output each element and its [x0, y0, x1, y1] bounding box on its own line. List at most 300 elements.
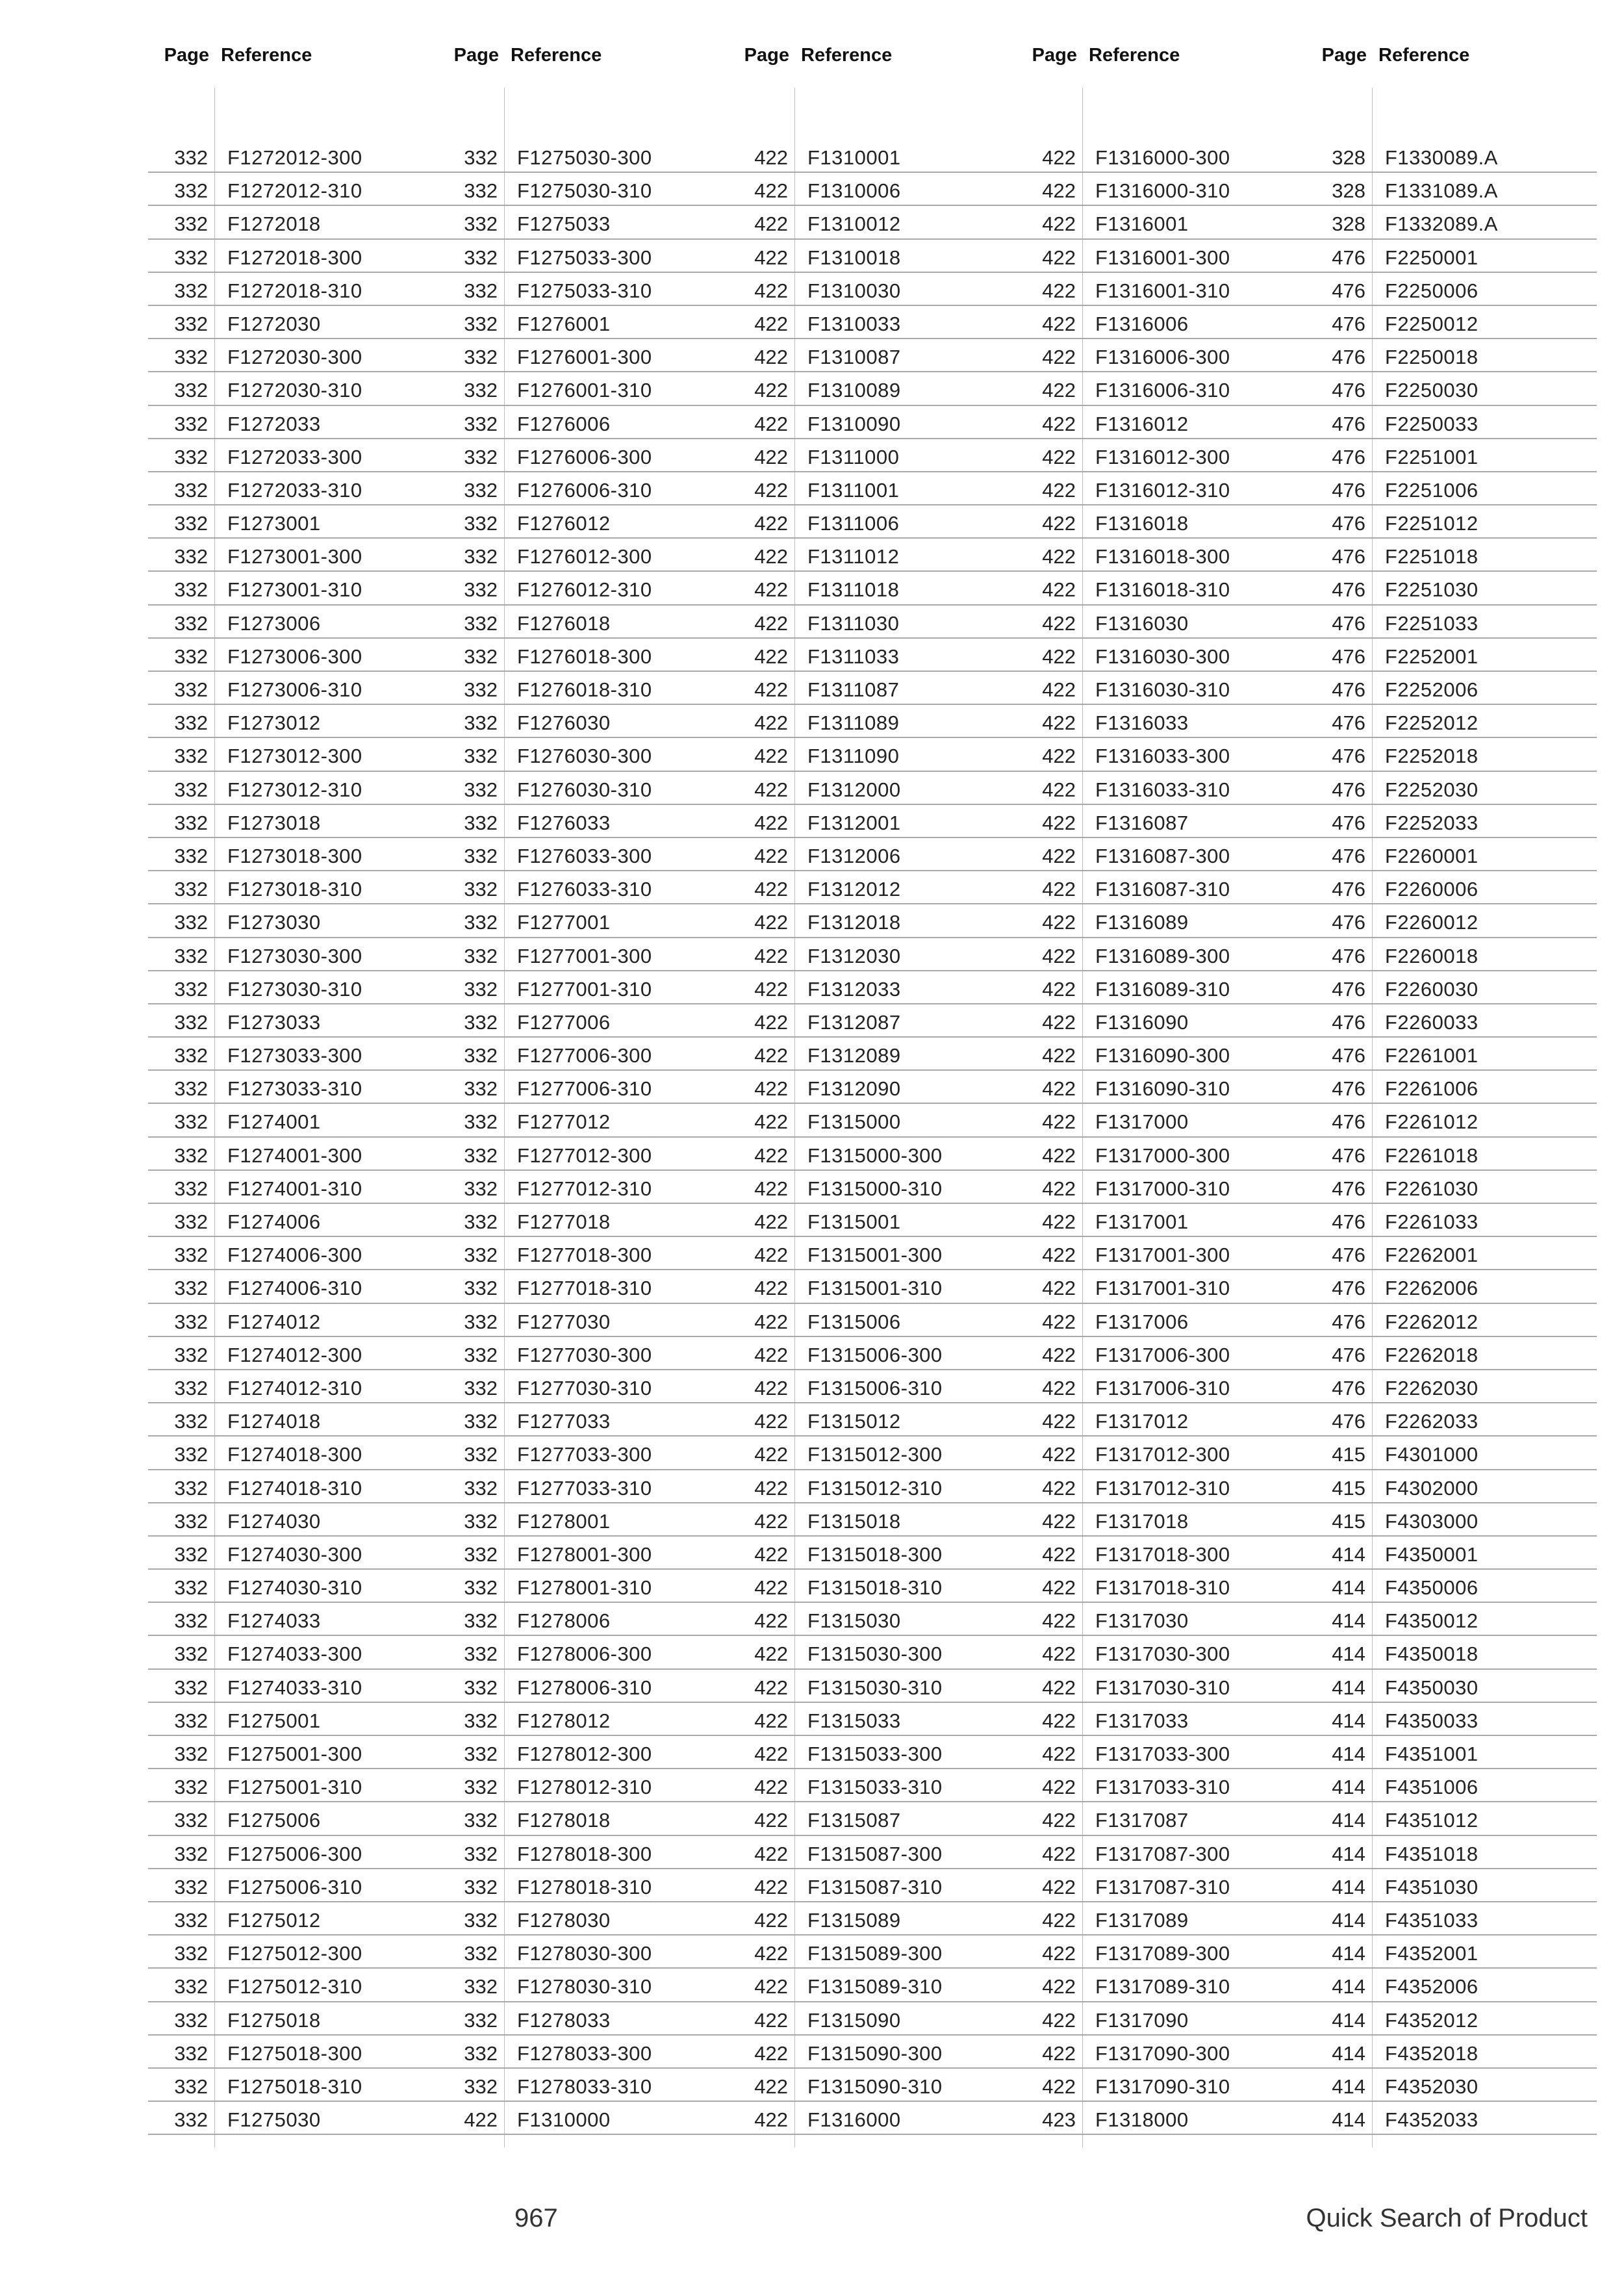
page-cell: 332 — [174, 1676, 208, 1699]
table-row — [1307, 1337, 1597, 1370]
page-cell: 332 — [464, 1542, 498, 1566]
table-row — [728, 1636, 1017, 1669]
page-cell: 332 — [464, 1443, 498, 1466]
page-cell: 332 — [464, 1310, 498, 1333]
page-cell: 415 — [1332, 1509, 1365, 1533]
reference-cell: F1274012 — [227, 1310, 321, 1333]
table-row — [1017, 240, 1307, 273]
reference-cell: F1272030-310 — [227, 379, 362, 402]
page-cell: 328 — [1332, 212, 1365, 236]
page-cell: 422 — [1042, 346, 1076, 369]
reference-cell: F1316087-310 — [1095, 878, 1230, 901]
table-row — [1307, 505, 1597, 539]
reference-cell: F2251001 — [1385, 445, 1478, 468]
reference-cell: F1278006-300 — [517, 1642, 652, 1666]
page-cell: 332 — [174, 2008, 208, 2032]
table-row — [438, 772, 728, 805]
table-row — [1307, 1670, 1597, 1703]
reference-cell: F1310012 — [807, 212, 901, 236]
table-row — [438, 439, 728, 472]
page-cell: 414 — [1332, 1609, 1365, 1633]
page-cell: 332 — [464, 412, 498, 435]
page-number: 967 — [514, 2204, 558, 2232]
row-list — [728, 140, 1017, 2135]
page-cell: 422 — [754, 1010, 788, 1034]
table-row — [438, 140, 728, 173]
table-row — [728, 306, 1017, 339]
table-row — [728, 772, 1017, 805]
table-row — [148, 1370, 438, 1403]
table-row — [1307, 705, 1597, 738]
page-cell: 422 — [754, 1376, 788, 1399]
page-cell: 422 — [1042, 1343, 1076, 1366]
table-row — [148, 240, 438, 273]
reference-cell: F1278018-300 — [517, 1842, 652, 1865]
page-cell: 332 — [174, 977, 208, 1001]
page-cell: 422 — [754, 1476, 788, 1500]
page-cell: 422 — [1042, 2041, 1076, 2065]
table-row — [438, 838, 728, 871]
reference-cell: F1274001-310 — [227, 1177, 362, 1200]
table-row — [728, 639, 1017, 672]
page-cell: 422 — [754, 1875, 788, 1898]
reference-cell: F1275018-310 — [227, 2075, 362, 2098]
reference-cell: F1311000 — [807, 445, 900, 468]
table-row — [148, 1769, 438, 1802]
table-row — [1307, 1802, 1597, 1835]
page-cell: 328 — [1332, 146, 1365, 169]
page-cell: 422 — [1042, 146, 1076, 169]
table-row — [1017, 372, 1307, 405]
page-cell: 422 — [1042, 844, 1076, 867]
page-cell: 422 — [754, 678, 788, 701]
table-row — [438, 1935, 728, 1969]
page-cell: 476 — [1332, 711, 1365, 735]
reference-cell: F1317089-300 — [1095, 1942, 1230, 1965]
table-row — [148, 505, 438, 539]
reference-cell: F2250006 — [1385, 279, 1478, 302]
reference-cell: F1311018 — [807, 578, 900, 602]
reference-cell: F1315000 — [807, 1110, 901, 1134]
page-cell: 422 — [754, 1609, 788, 1633]
reference-cell: F1277012 — [517, 1110, 611, 1134]
table-row — [1017, 1104, 1307, 1137]
reference-cell: F1317090 — [1095, 2008, 1189, 2032]
reference-cell: F1273012-310 — [227, 778, 362, 801]
table-row — [1017, 705, 1307, 738]
page-cell: 422 — [754, 2108, 788, 2132]
page-cell: 422 — [1042, 778, 1076, 801]
table-row — [1307, 838, 1597, 871]
reference-cell: F1312012 — [807, 878, 901, 901]
page-cell: 332 — [174, 1908, 208, 1932]
page-cell: 332 — [464, 1676, 498, 1699]
page-cell: 476 — [1332, 911, 1365, 934]
page-cell: 414 — [1332, 1942, 1365, 1965]
page-cell: 422 — [1042, 1010, 1076, 1034]
table-row — [1017, 273, 1307, 306]
page-cell: 422 — [1042, 1908, 1076, 1932]
reference-cell: F1316033 — [1095, 711, 1189, 735]
table-row — [148, 2102, 438, 2135]
page-cell: 422 — [1042, 1576, 1076, 1600]
reference-cell: F2251018 — [1385, 545, 1478, 568]
table-row — [148, 1004, 438, 1038]
reference-cell: F2250030 — [1385, 379, 1478, 402]
page-cell: 422 — [754, 645, 788, 668]
reference-cell: F1317001-300 — [1095, 1244, 1230, 1267]
page-cell: 332 — [464, 1875, 498, 1898]
reference-cell: F4303000 — [1385, 1509, 1478, 1533]
page-cell: 332 — [464, 1143, 498, 1167]
reference-cell: F1316090-310 — [1095, 1077, 1230, 1101]
table-row — [148, 173, 438, 206]
reference-cell: F1316012-310 — [1095, 478, 1230, 502]
page-cell: 332 — [174, 1476, 208, 1500]
table-row — [728, 938, 1017, 971]
table-row — [1017, 472, 1307, 505]
table-row — [438, 306, 728, 339]
page-cell: 422 — [754, 1743, 788, 1765]
reference-cell: F1315089-310 — [807, 1975, 943, 1999]
page-cell: 332 — [464, 1908, 498, 1932]
reference-cell: F1316089-310 — [1095, 977, 1230, 1001]
table-row — [148, 140, 438, 173]
reference-cell: F1315018-310 — [807, 1576, 943, 1600]
page-cell: 422 — [1042, 1410, 1076, 1433]
reference-cell: F1272012-300 — [227, 146, 362, 169]
table-row — [438, 1969, 728, 2002]
reference-cell: F1316001-300 — [1095, 246, 1230, 269]
reference-cell: F4351012 — [1385, 1809, 1478, 1832]
reference-cell: F1275030 — [227, 2108, 321, 2132]
reference-cell: F1310000 — [517, 2108, 611, 2132]
page-cell: 476 — [1332, 977, 1365, 1001]
reference-cell: F1276001-300 — [517, 346, 652, 369]
reference-cell: F1315087-310 — [807, 1875, 943, 1898]
table-row — [1307, 273, 1597, 306]
table-row — [148, 971, 438, 1004]
page-cell: 422 — [754, 1942, 788, 1965]
page-cell: 422 — [1042, 1376, 1076, 1399]
table-row — [728, 1470, 1017, 1503]
table-row — [1307, 472, 1597, 505]
reference-cell: F1278012 — [517, 1709, 611, 1732]
table-row — [148, 1071, 438, 1104]
table-row — [438, 971, 728, 1004]
page-cell: 422 — [754, 2075, 788, 2098]
table-row — [438, 1802, 728, 1835]
reference-cell: F2251006 — [1385, 478, 1478, 502]
table-row — [1307, 306, 1597, 339]
page-cell: 414 — [1332, 1542, 1365, 1566]
table-row — [1307, 1570, 1597, 1603]
reference-cell: F1316006 — [1095, 312, 1189, 335]
page-cell: 422 — [1042, 1542, 1076, 1566]
reference-cell: F1315087-300 — [807, 1842, 943, 1865]
table-row — [728, 971, 1017, 1004]
page-cell: 422 — [754, 2041, 788, 2065]
table-row — [148, 772, 438, 805]
page-cell: 332 — [174, 1875, 208, 1898]
table-row — [1307, 1836, 1597, 1869]
page-cell: 332 — [464, 545, 498, 568]
page-cell: 422 — [1042, 445, 1076, 468]
table-row — [1307, 1437, 1597, 1470]
reference-cell: F1274001 — [227, 1110, 321, 1134]
page-cell: 332 — [464, 1809, 498, 1832]
table-row — [1017, 772, 1307, 805]
reference-cell: F1277033-310 — [517, 1476, 652, 1500]
page-cell: 423 — [1042, 2108, 1076, 2132]
page-cell: 414 — [1332, 1908, 1365, 1932]
reference-cell: F1315000-310 — [807, 1177, 943, 1200]
reference-cell: F1311090 — [807, 745, 900, 768]
table-row — [728, 1969, 1017, 2002]
reference-cell: F2260012 — [1385, 911, 1478, 934]
page-cell: 476 — [1332, 379, 1365, 402]
reference-cell: F1278001-300 — [517, 1542, 652, 1566]
row-list — [1307, 140, 1597, 2135]
table-row — [1307, 1237, 1597, 1270]
table-row — [1017, 838, 1307, 871]
table-row — [1307, 572, 1597, 605]
page-cell: 422 — [1042, 1942, 1076, 1965]
reference-cell: F1315012-300 — [807, 1443, 943, 1466]
table-row — [728, 1703, 1017, 1736]
reference-cell: F1277001-300 — [517, 944, 652, 967]
table-row — [148, 639, 438, 672]
reference-cell: F1276033-310 — [517, 878, 652, 901]
table-row — [148, 1237, 438, 1270]
reference-cell: F4352001 — [1385, 1942, 1478, 1965]
reference-cell: F1317033 — [1095, 1709, 1189, 1732]
reference-cell: F1317000-300 — [1095, 1143, 1230, 1167]
table-row — [728, 1736, 1017, 1769]
reference-cell: F1317000 — [1095, 1110, 1189, 1134]
table-row — [1017, 738, 1307, 771]
table-row — [438, 1204, 728, 1237]
reference-cell: F1275006-310 — [227, 1875, 362, 1898]
table-row — [1307, 2069, 1597, 2102]
page-cell: 422 — [1042, 1842, 1076, 1865]
table-row — [1017, 1204, 1307, 1237]
page-cell: 422 — [754, 578, 788, 602]
reference-cell: F1315090 — [807, 2008, 901, 2032]
reference-cell: F1312087 — [807, 1010, 901, 1034]
reference-cell: F2262033 — [1385, 1410, 1478, 1433]
reference-cell: F1272033-300 — [227, 445, 362, 468]
page-cell: 476 — [1332, 745, 1365, 768]
table-row — [148, 1437, 438, 1470]
table-row — [148, 1403, 438, 1437]
table-row — [148, 1603, 438, 1636]
page-cell: 476 — [1332, 1343, 1365, 1366]
page-cell: 476 — [1332, 944, 1365, 967]
table-row — [148, 738, 438, 771]
table-row — [728, 2002, 1017, 2036]
page-cell: 422 — [1042, 545, 1076, 568]
table-row — [1307, 1537, 1597, 1570]
table-row — [438, 1503, 728, 1537]
table-row — [1307, 439, 1597, 472]
table-row — [1307, 1038, 1597, 1071]
reference-cell: F2261018 — [1385, 1143, 1478, 1167]
reference-cell: F4302000 — [1385, 1476, 1478, 1500]
table-row — [148, 1736, 438, 1769]
reference-cell: F1274001-300 — [227, 1143, 362, 1167]
reference-cell: F1272012-310 — [227, 179, 362, 203]
reference-cell: F4351030 — [1385, 1875, 1478, 1898]
reference-cell: F1277033-300 — [517, 1443, 652, 1466]
table-row — [1017, 971, 1307, 1004]
reference-cell: F1273030-310 — [227, 977, 362, 1001]
page-cell: 414 — [1332, 1975, 1365, 1999]
table-row — [438, 206, 728, 239]
page-cell: 332 — [174, 1942, 208, 1965]
table-row — [438, 572, 728, 605]
reference-cell: F1317000-310 — [1095, 1177, 1230, 1200]
page-cell: 332 — [464, 312, 498, 335]
page-cell: 332 — [464, 1975, 498, 1999]
page-column-header: Page — [744, 45, 789, 66]
table-row — [148, 206, 438, 239]
reference-cell: F2252001 — [1385, 645, 1478, 668]
table-row — [728, 1204, 1017, 1237]
table-row — [148, 2069, 438, 2102]
table-row — [1017, 140, 1307, 173]
reference-cell: F2251030 — [1385, 578, 1478, 602]
table-row — [1307, 772, 1597, 805]
page-cell: 332 — [464, 1476, 498, 1500]
reference-cell: F1316033-300 — [1095, 745, 1230, 768]
reference-cell: F1275012-300 — [227, 1942, 362, 1965]
reference-cell: F1278001 — [517, 1509, 611, 1533]
reference-cell: F1275033-300 — [517, 246, 652, 269]
page-cell: 422 — [754, 179, 788, 203]
table-row — [1307, 240, 1597, 273]
reference-cell: F1315030 — [807, 1609, 901, 1633]
table-row — [1017, 1038, 1307, 1071]
page-cell: 476 — [1332, 1244, 1365, 1267]
table-row — [438, 938, 728, 971]
reference-cell: F1278006 — [517, 1609, 611, 1633]
page-cell: 332 — [174, 645, 208, 668]
page-cell: 332 — [464, 1010, 498, 1034]
reference-cell: F1277018 — [517, 1210, 611, 1233]
page-cell: 422 — [1042, 478, 1076, 502]
table-row — [438, 738, 728, 771]
table-row — [148, 871, 438, 904]
table-row — [148, 339, 438, 372]
table-row — [148, 1670, 438, 1703]
page-cell: 476 — [1332, 1143, 1365, 1167]
table-row — [728, 1603, 1017, 1636]
reference-column-header: Reference — [1089, 45, 1180, 66]
reference-cell: F1316030-300 — [1095, 645, 1230, 668]
reference-cell: F1273018 — [227, 811, 321, 834]
table-row — [728, 871, 1017, 904]
table-row — [1017, 606, 1307, 639]
page-cell: 422 — [754, 1642, 788, 1666]
table-row — [1017, 505, 1307, 539]
page-cell: 422 — [1042, 379, 1076, 402]
page-cell: 332 — [174, 246, 208, 269]
reference-cell: F1315033-310 — [807, 1776, 943, 1799]
reference-cell: F1274030 — [227, 1509, 321, 1533]
reference-cell: F1278033 — [517, 2008, 611, 2032]
page-cell: 414 — [1332, 1743, 1365, 1765]
table-row — [1017, 904, 1307, 938]
reference-cell: F1315030-310 — [807, 1676, 943, 1699]
table-row — [1307, 1969, 1597, 2002]
reference-cell: F1278030-310 — [517, 1975, 652, 1999]
page-cell: 422 — [1042, 1875, 1076, 1898]
reference-cell: F1312033 — [807, 977, 901, 1001]
reference-cell: F1275006-300 — [227, 1842, 362, 1865]
table-row — [148, 406, 438, 439]
table-row — [1307, 1370, 1597, 1403]
page-cell: 332 — [174, 1809, 208, 1832]
page-cell: 414 — [1332, 1642, 1365, 1666]
reference-cell: F1316087-300 — [1095, 844, 1230, 867]
page-cell: 414 — [1332, 1875, 1365, 1898]
reference-cell: F1277001 — [517, 911, 611, 934]
reference-cell: F2252012 — [1385, 711, 1478, 735]
reference-cell: F1315006-300 — [807, 1343, 943, 1366]
table-row — [1307, 938, 1597, 971]
page-cell: 332 — [174, 1310, 208, 1333]
page-cell: 422 — [754, 1277, 788, 1300]
table-row — [1307, 1470, 1597, 1503]
reference-cell: F1310087 — [807, 346, 901, 369]
table-row — [1017, 1237, 1307, 1270]
reference-cell: F1274006-310 — [227, 1277, 362, 1300]
reference-cell: F1316090-300 — [1095, 1044, 1230, 1067]
reference-cell: F1275001 — [227, 1709, 321, 1732]
page-cell: 422 — [1042, 1975, 1076, 1999]
table-row — [148, 838, 438, 871]
reference-cell: F2260030 — [1385, 977, 1478, 1001]
page-cell: 332 — [464, 246, 498, 269]
table-row — [728, 1237, 1017, 1270]
reference-cell: F1317012-300 — [1095, 1443, 1230, 1466]
reference-cell: F1312018 — [807, 911, 901, 934]
page-column-header: Page — [1032, 45, 1077, 66]
reference-cell: F2250012 — [1385, 312, 1478, 335]
page-cell: 332 — [464, 711, 498, 735]
page-cell: 332 — [464, 445, 498, 468]
table-row — [1307, 904, 1597, 938]
page-cell: 332 — [464, 146, 498, 169]
reference-cell: F1317087-300 — [1095, 1842, 1230, 1865]
table-row — [728, 372, 1017, 405]
page-cell: 422 — [754, 445, 788, 468]
reference-cell: F1315006-310 — [807, 1376, 943, 1399]
page-cell: 422 — [1042, 312, 1076, 335]
page-cell: 332 — [464, 844, 498, 867]
page-cell: 476 — [1332, 1010, 1365, 1034]
table-row — [438, 2036, 728, 2069]
reference-cell: F1316033-310 — [1095, 778, 1230, 801]
table-row — [1307, 1703, 1597, 1736]
page-cell: 332 — [174, 611, 208, 635]
table-row — [148, 938, 438, 971]
reference-cell: F1276006-310 — [517, 478, 652, 502]
reference-cell: F1310001 — [807, 146, 901, 169]
page-cell: 332 — [174, 279, 208, 302]
reference-cell: F4351033 — [1385, 1908, 1478, 1932]
